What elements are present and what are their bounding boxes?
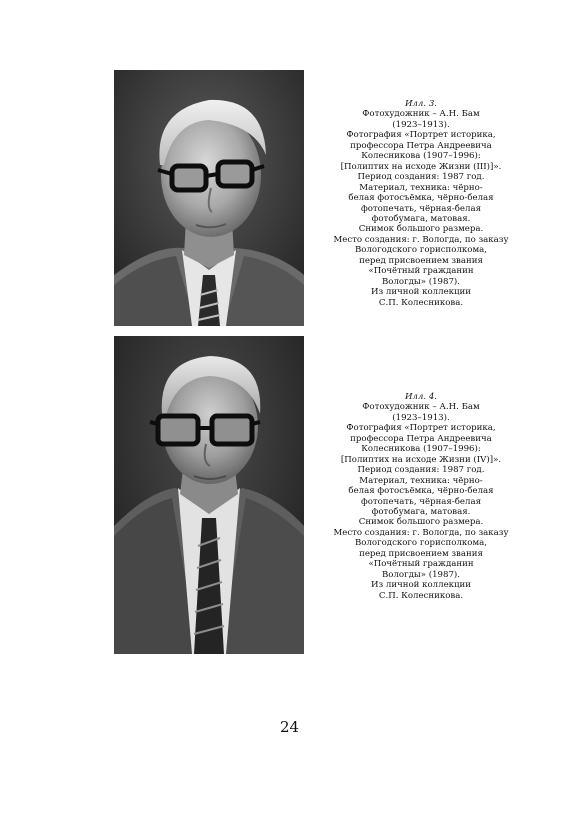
caption-line: Из личной коллекции xyxy=(370,580,472,591)
caption-line: (1923–1913). xyxy=(392,412,450,423)
caption-line: фотопечать, чёрная-белая xyxy=(360,496,482,507)
caption-line: С.П. Колесникова. xyxy=(378,297,464,308)
caption-line: профессора Петра Андреевича xyxy=(350,140,492,151)
caption-line: Снимок большого размера. xyxy=(358,517,484,528)
caption-line: Период создания: 1987 год. xyxy=(357,465,485,476)
caption-line: (1923–1913). xyxy=(392,119,450,130)
caption-line: Илл. 3. xyxy=(404,99,438,109)
caption-line: перед присвоением звания xyxy=(359,255,483,266)
caption-line: белая фотосъёмка, чёрно-белая xyxy=(348,193,494,204)
caption-line: Фотохудожник – А.Н. Бам xyxy=(362,402,480,413)
portrait-photo-1 xyxy=(114,70,304,326)
caption-line: Вологды» (1987). xyxy=(381,276,461,287)
caption-line: фотобумага, матовая. xyxy=(371,213,471,224)
caption-1 xyxy=(326,99,516,308)
caption-line: Вологды» (1987). xyxy=(381,569,461,580)
caption-line: Вологодского горисполкома, xyxy=(354,245,488,256)
caption-line: Место создания: г. Вологда, по заказу xyxy=(333,527,509,538)
caption-line: Фотография «Портрет историка, xyxy=(346,130,496,141)
caption-line: Фотография «Портрет историка, xyxy=(346,423,496,434)
caption-line: Место создания: г. Вологда, по заказу xyxy=(333,234,509,245)
caption-line: фотопечать, чёрная-белая xyxy=(360,203,482,214)
caption-line: Фотохудожник – А.Н. Бам xyxy=(362,109,480,120)
caption-line: фотобумага, матовая. xyxy=(371,506,471,517)
caption-line: Период создания: 1987 год. xyxy=(357,172,485,183)
caption-line: Материал, техника: чёрно- xyxy=(359,182,483,193)
portrait-photo-2 xyxy=(114,336,304,654)
caption-2 xyxy=(326,392,516,601)
page-number: 24 xyxy=(279,718,300,736)
caption-line: перед присвоением звания xyxy=(359,548,483,559)
caption-line: Из личной коллекции xyxy=(370,287,472,298)
caption-line: Илл. 4. xyxy=(404,392,438,402)
caption-line: Снимок большого размера. xyxy=(358,224,484,235)
caption-line: профессора Петра Андреевича xyxy=(350,433,492,444)
caption-line: [Полиптих на исходе Жизни (IV)]». xyxy=(340,454,502,465)
portrait-photo-2-image xyxy=(114,336,304,654)
caption-line: С.П. Колесникова. xyxy=(378,590,464,601)
caption-line: белая фотосъёмка, чёрно-белая xyxy=(348,486,494,497)
caption-line: Вологодского горисполкома, xyxy=(354,538,488,549)
caption-line: «Почётный гражданин xyxy=(368,266,474,277)
caption-line: Колесникова (1907–1996): xyxy=(361,444,481,455)
caption-line: Колесникова (1907–1996): xyxy=(361,151,481,162)
caption-line: Материал, техника: чёрно- xyxy=(359,475,483,486)
caption-line: «Почётный гражданин xyxy=(368,559,474,570)
caption-line: [Полиптих на исходе Жизни (III)]». xyxy=(340,161,502,172)
portrait-photo-1-image xyxy=(114,70,304,326)
